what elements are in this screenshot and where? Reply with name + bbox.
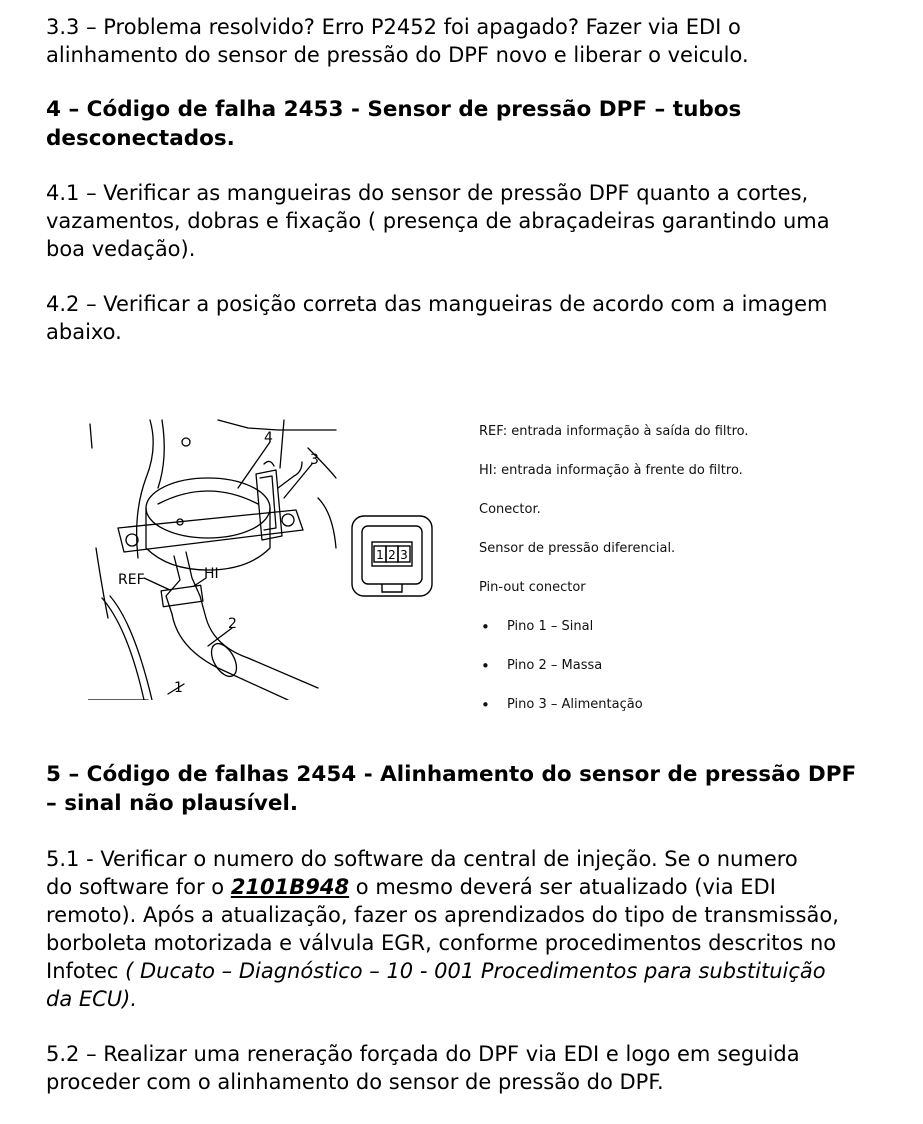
callout-hi: HI xyxy=(204,566,219,582)
p51-line2a: do software for o xyxy=(46,875,225,899)
paragraph-5-1 xyxy=(46,845,922,1013)
legend-sensor: Sensor de pressão diferencial. xyxy=(479,541,676,556)
p52-line2: proceder com o alinhamento do sensor de pressão do DPF. xyxy=(46,1070,664,1094)
paragraph-5-2 xyxy=(46,1040,922,1096)
callout-3: 3 xyxy=(310,452,319,468)
p51-line2b: o mesmo deverá ser atualizado (via EDI xyxy=(355,875,776,899)
paragraph-4-2 xyxy=(46,290,922,346)
callout-4: 4 xyxy=(264,430,273,446)
p52-line1: 5.2 – Realizar uma reneração forçada do DPF via EDI e logo em seguida xyxy=(46,1042,800,1066)
legend-ref: REF: entrada informação à saída do filtro. xyxy=(479,424,749,439)
p42-line2: abaixo. xyxy=(46,320,122,344)
legend-pin-3: • Pino 3 – Alimentação xyxy=(479,693,919,732)
software-number: 2101B948 xyxy=(230,875,350,899)
callout-2: 2 xyxy=(228,616,237,632)
callout-1: 1 xyxy=(174,680,183,696)
p51-line5a: Infotec xyxy=(46,959,119,983)
h5-line2: – sinal não plausível. xyxy=(46,791,299,816)
h5-line1: 5 – Código de falhas 2454 - Alinhamento do sensor de pressão DPF xyxy=(46,762,857,787)
legend-hi: HI: entrada informação à frente do filtro. xyxy=(479,463,743,478)
p33-line1: 3.3 – Problema resolvido? Erro P2452 foi apagado? Fazer via EDI o xyxy=(46,15,741,39)
p33-line2: alinhamento do sensor de pressão do DPF novo e liberar o veiculo. xyxy=(46,43,749,67)
infotec-reference: ( Ducato – Diagnóstico – 10 - 001 Procedimentos para substituição xyxy=(125,959,826,983)
p41-line2: vazamentos, dobras e fixação ( presença de abraçadeiras garantindo uma xyxy=(46,209,830,233)
p42-line1: 4.2 – Verificar a posição correta das mangueiras de acordo com a imagem xyxy=(46,292,828,316)
paragraph-4-1 xyxy=(46,179,922,263)
pin-label-1: 1 xyxy=(376,548,384,562)
legend-pinout: Pin-out conector xyxy=(479,580,586,595)
callout-ref: REF xyxy=(118,572,145,588)
p51-line4: borboleta motorizada e válvula EGR, conforme procedimentos descritos no xyxy=(46,931,837,955)
paragraph-3-3 xyxy=(46,13,922,69)
p41-line3: boa vedação). xyxy=(46,237,196,261)
p51-line6: da ECU). xyxy=(46,987,138,1011)
heading-section-4 xyxy=(46,95,922,153)
legend-connector: Conector. xyxy=(479,502,541,517)
legend-pin-2: • Pino 2 – Massa xyxy=(479,654,919,693)
pin-label-2: 2 xyxy=(388,548,396,562)
legend-pin-1: • Pino 1 – Sinal xyxy=(479,615,919,654)
h4-line2: desconectados. xyxy=(46,126,235,151)
p51-line3: remoto). Após a atualização, fazer os aprendizados do tipo de transmissão, xyxy=(46,903,839,927)
pin-label-3: 3 xyxy=(400,548,408,562)
dpf-sensor-drawing xyxy=(88,418,338,700)
connector-pinout-icon xyxy=(348,512,436,600)
p41-line1: 4.1 – Verificar as mangueiras do sensor de pressão DPF quanto a cortes, xyxy=(46,181,809,205)
h4-line1: 4 – Código de falha 2453 - Sensor de pressão DPF – tubos xyxy=(46,97,742,122)
figure-legend xyxy=(479,420,919,732)
p51-line1: 5.1 - Verificar o numero do software da central de injeção. Se o numero xyxy=(46,847,798,871)
heading-section-5 xyxy=(46,760,922,818)
